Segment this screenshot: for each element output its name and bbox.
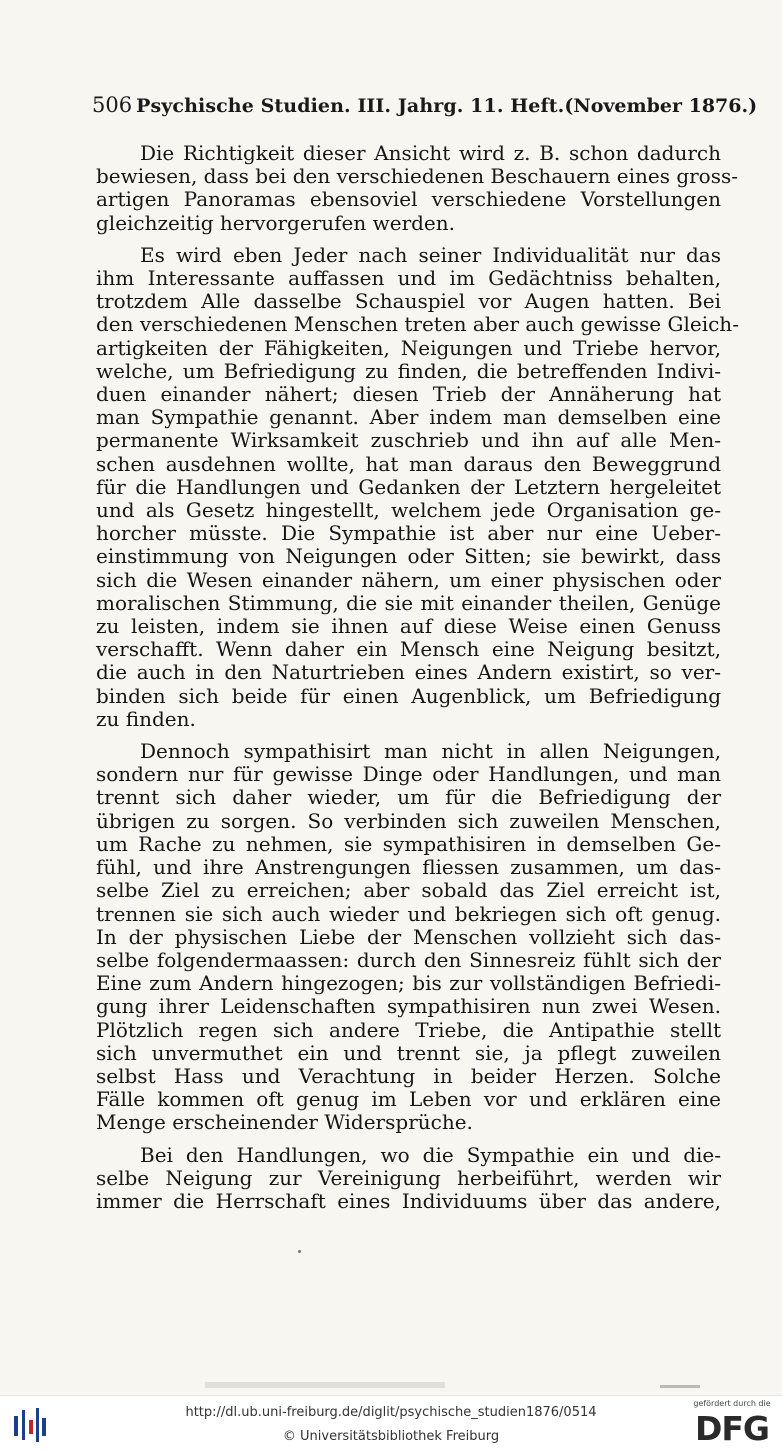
page-number: 506 [92,93,133,117]
text-line: immer die Herrschaft eines Individuums über das andere, [96,1188,721,1213]
text-line: übrigen zu sorgen. So verbinden sich zuweilen Menschen, [96,808,721,833]
dfg-logo-text: DFG [694,1409,770,1448]
text-line: einstimmung von Neigungen oder Sitten; sie bewirkt, dass [96,544,721,569]
running-header [92,93,758,117]
text-line: für die Handlungen und Gedanken der Letztern hergeleitet [96,474,721,499]
text-line: permanente Wirksamkeit zuschrieb und ihn auf alle Men- [96,428,721,453]
text-line: schen ausdehnen wollte, hat man daraus den Beweggrund [96,451,721,476]
source-url-link[interactable]: http://dl.ub.uni-freiburg.de/diglit/psychische_studien1876/0514 [185,1405,597,1420]
text-line: Bei den Handlungen, wo die Sympathie ein und die- [140,1142,721,1167]
text-line: welche, um Befriedigung zu finden, die betreffenden Indivi- [96,358,721,383]
text-line: moralischen Stimmung, die sie mit einander theilen, Genüge [96,590,721,615]
page-edge-mark [660,1385,700,1388]
issue-date: (November 1876.) [564,95,758,117]
text-line: Es wird eben Jeder nach seiner Individualität nur das [140,242,721,267]
text-line: binden sich beide für einen Augenblick, um Befriedigung [96,683,721,708]
text-line: zu leisten, indem sie ihnen auf diese Weise einen Genuss [96,614,721,639]
text-line: und als Gesetz hingestellt, welchem jede Organisation ge- [96,498,721,523]
copyright-notice: © Universitätsbibliothek Freiburg [282,1429,500,1444]
text-line: ihm Interessante auffassen und im Gedächtniss behalten, [96,266,721,291]
text-line: fühl, und ihre Anstrengungen fliessen zusammen, um das- [96,855,721,880]
print-speck [298,1250,301,1253]
text-line: um Rache zu nehmen, sie sympathisiren in demselben Ge- [96,831,721,856]
text-line: gung ihrer Leidenschaften sympathisiren nun zwei Wesen. [96,994,721,1019]
text-line: sich die Wesen einander nähern, um einer physischen oder [96,567,721,592]
text-line: Menge erscheinender Widersprüche. [96,1110,473,1135]
text-line: zu finden. [96,706,196,731]
text-line: man Sympathie genannt. Aber indem man demselben eine [96,405,721,430]
text-line: artigen Panoramas ebensoviel verschiedene Vorstellungen [96,187,721,212]
text-line: horcher müsste. Die Sympathie ist aber nur eine Ueber- [96,521,721,546]
text-line: selbe Neigung zur Vereinigung herbeiführt, werden wir [96,1165,721,1190]
text-line: verschafft. Wenn daher ein Mensch eine Neigung besitzt, [96,637,721,662]
text-line: trotzdem Alle dasselbe Schauspiel vor Augen hatten. Bei [96,289,721,314]
text-line: Dennoch sympathisirt man nicht in allen Neigungen, [140,739,721,764]
body-text [96,141,739,1213]
text-line: trennen sie sich auch wieder und bekriegen sich oft genug. [96,901,721,926]
text-line: Fälle kommen oft genug im Leben vor und erklären eine [96,1087,721,1112]
viewer-footer [0,1395,782,1451]
journal-title: Psychische Studien. III. Jahrg. 11. Heft. [136,95,565,117]
text-line: Die Richtigkeit dieser Ansicht wird z. B. schon dadurch [140,141,721,165]
text-line: selbst Hass und Verachtung in beider Herzen. Solche [96,1063,721,1088]
text-line: gleichzeitig hervorgerufen werden. [96,210,456,235]
text-line: selbe Ziel zu erreichen; aber sobald das Ziel erreicht ist, [96,878,721,903]
dfg-logo [690,1399,774,1449]
text-line: bewiesen, dass bei den verschiedenen Beschauern eines gross- [96,164,739,189]
text-line: In der physischen Liebe der Menschen vollzieht sich das- [96,924,721,949]
text-line: die auch in den Naturtrieben eines Andern existirt, so ver- [96,660,721,685]
text-line: sondern nur für gewisse Dinge oder Handlungen, und man [96,762,721,787]
text-line: Plötzlich regen sich andere Triebe, die Antipathie stellt [96,1017,721,1042]
text-line: den verschiedenen Menschen treten aber auch gewisse Gleich- [96,312,739,337]
text-line: duen einander nähert; diesen Trieb der Annäherung hat [96,382,721,407]
text-line: Eine zum Andern hingezogen; bis zur vollständigen Befriedi- [96,971,721,996]
dfg-funding-note: gefördert durch die [693,1399,771,1408]
text-line: trennt sich daher wieder, um für die Befriedigung der [96,785,721,810]
text-line: artigkeiten der Fähigkeiten, Neigungen und Triebe hervor, [96,335,721,360]
text-line: selbe folgendermaassen: durch den Sinnesreiz fühlt sich der [96,947,721,972]
page-edge-smudge [205,1382,445,1388]
text-line: sich unvermuthet ein und trennt sie, ja pflegt zuweilen [96,1040,721,1065]
